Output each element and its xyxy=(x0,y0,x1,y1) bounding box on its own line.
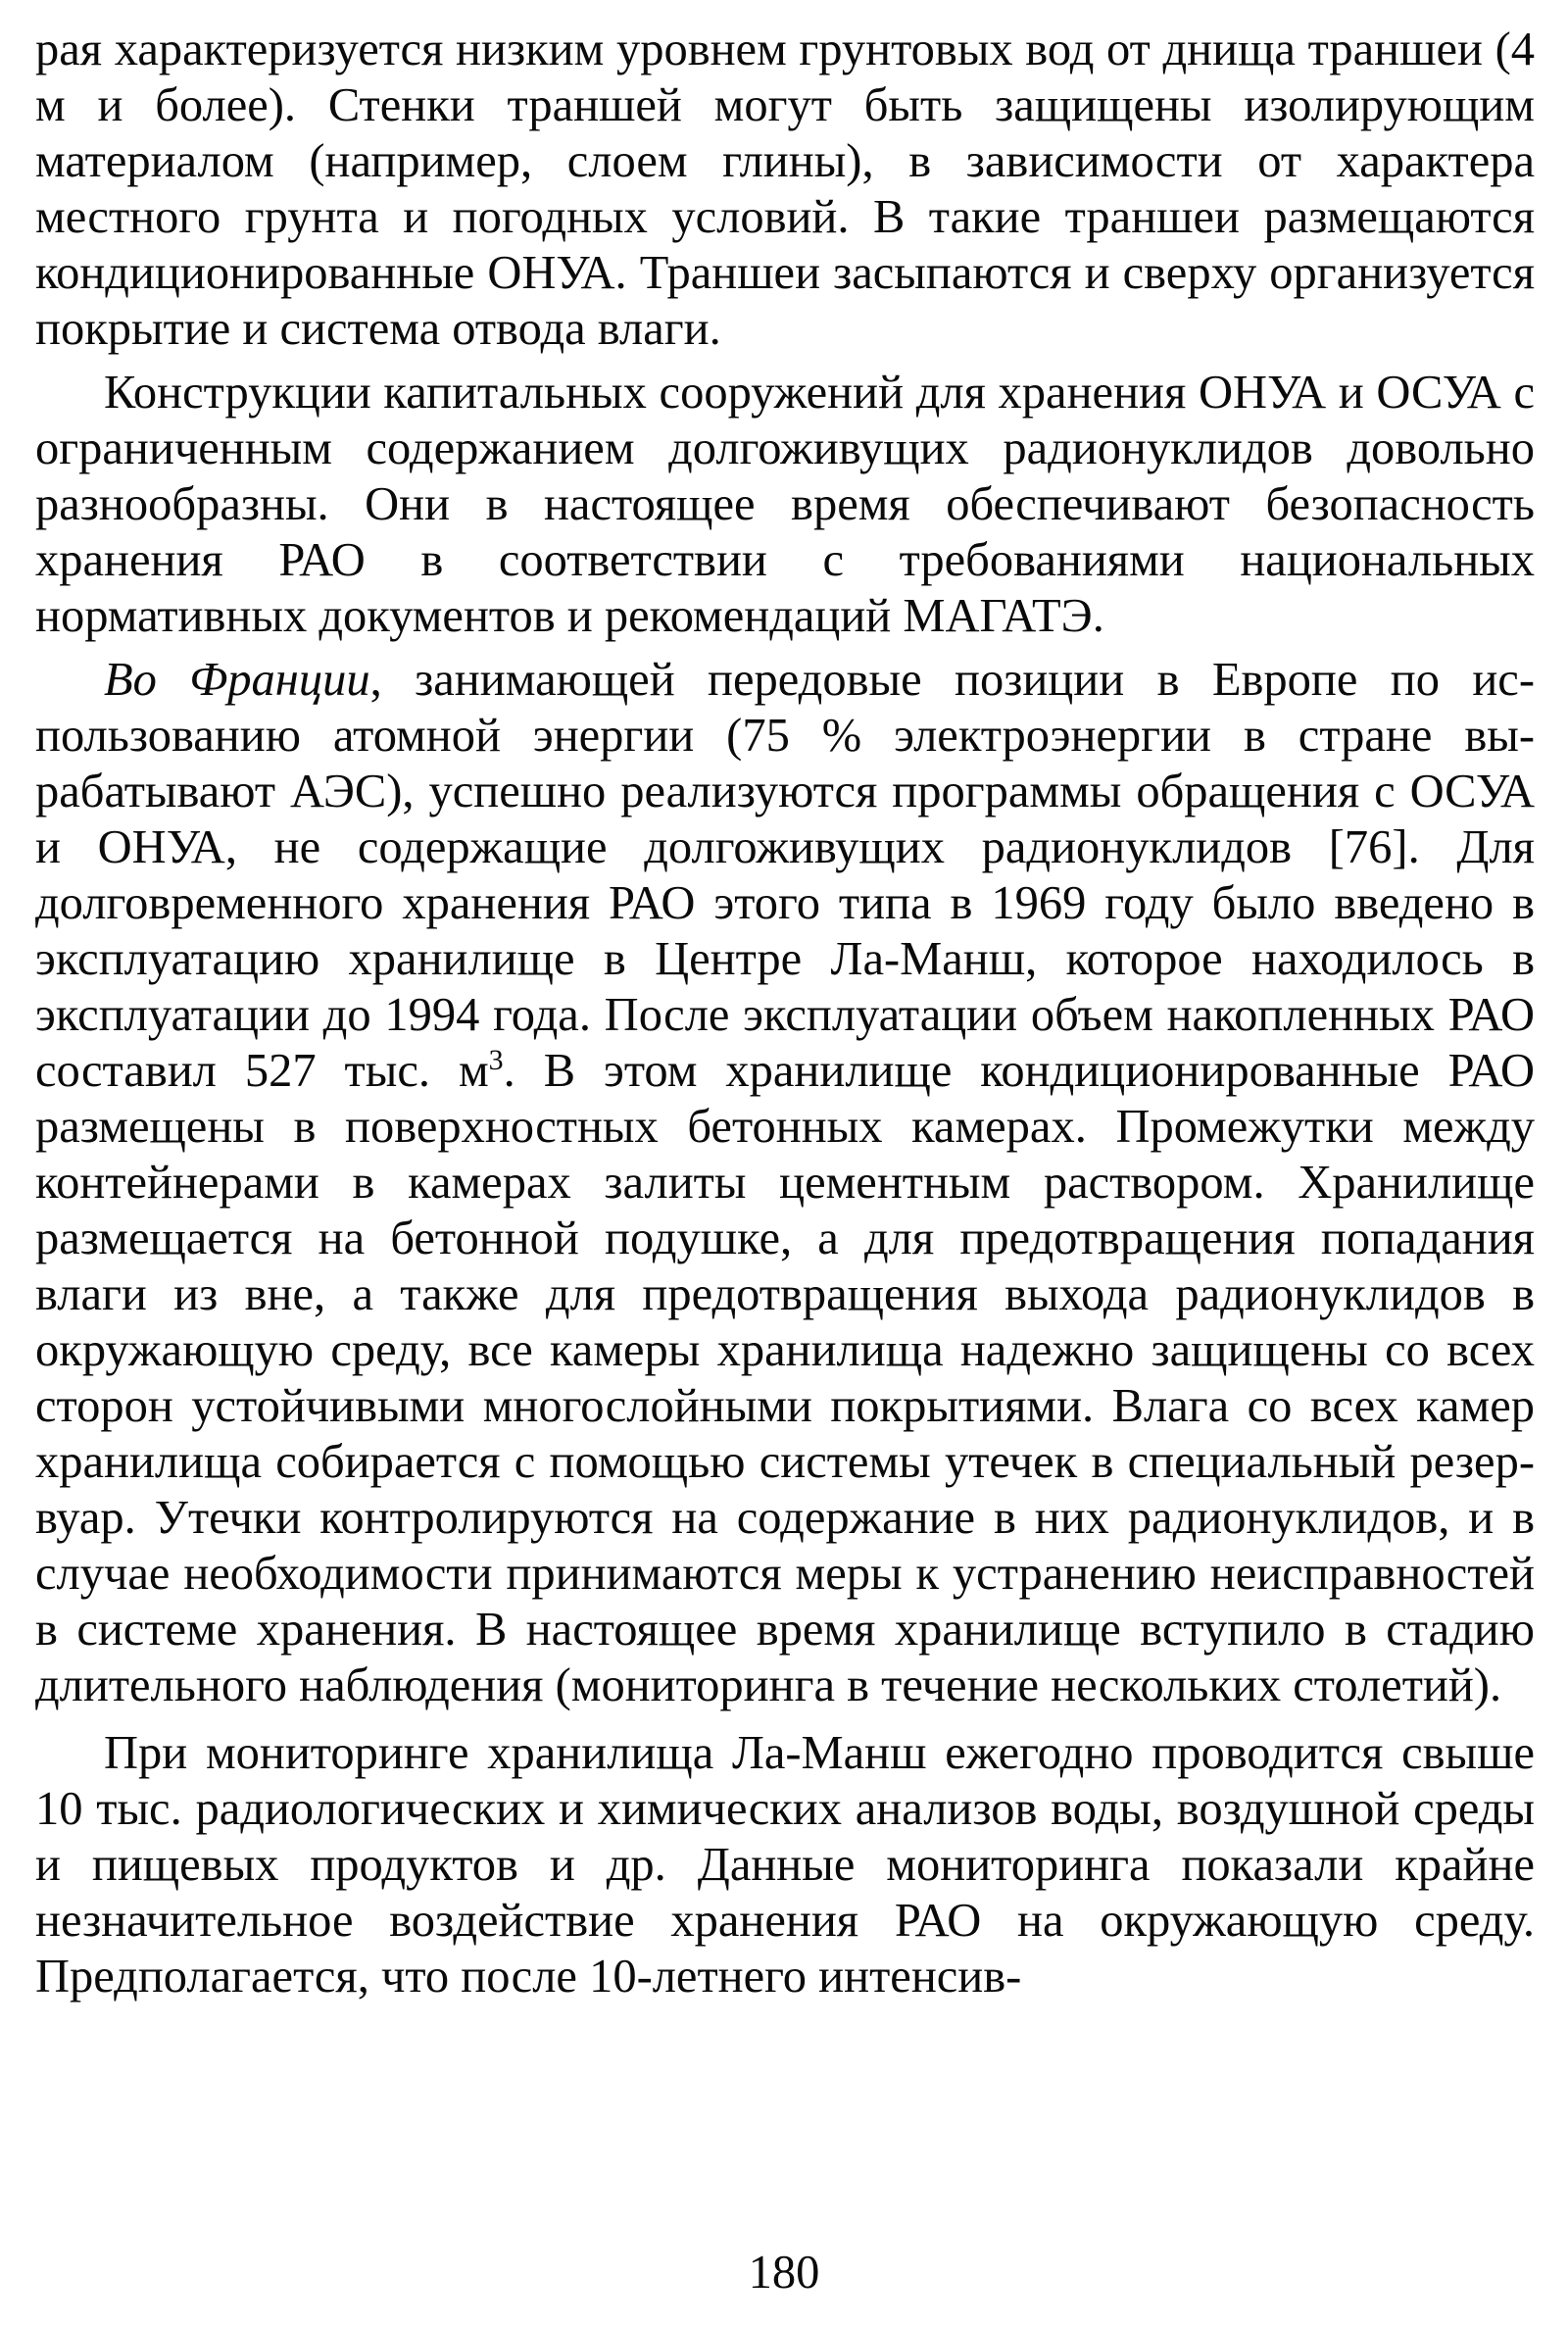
cubic-superscript: 3 xyxy=(488,1044,504,1076)
paragraph-france-text-part1: , занимающей передовые позиции в Европе по использованию атомной энергии (75 % электроэнергии в стране вырабатывают АЭС), успешно реализуются программы обращения с ОСУА и ОНУА, не содержащие долгоживущих радионуклидов [76]. Для долговременного хранения РАО этого типа в 1969 году было введено в эксплуатацию хранилище в Центре Ла-Манш, которое находилось в эксплуатации до 1994 года. После эксплуатации объем накопленных РАО составил 527 тыс. м xyxy=(35,654,1535,1097)
document-page xyxy=(35,22,1535,2004)
italic-country-lead: Во Франции xyxy=(104,654,370,706)
paragraph-trench-storage: рая характеризуется низким уровнем грунтовых вод от днища траншеи (4 м и более). Стенки траншей могут быть защищены изолирующим материалом (например, слоем глины), в зависимости от характера местного грунта и погодных условий. В такие траншеи размещаются кондиционированные ОНУА. Траншеи засыпаются и сверху организуется покрытие и система отвода влаги. xyxy=(35,24,1535,355)
paragraph-monitoring: При мониторинге хранилища Ла-Манш ежегодно проводится свыше 10 тыс. радиологических и химических анализов воды, воздушной среды и пищевых продуктов и др. Данные мониторинга показали крайне незначительное воздействие хранения РАО на окружающую среду. Предполагается, что после 10-летнего интенсив- xyxy=(35,1727,1535,2003)
paragraph-france-text-part2: . В этом хранилище кондиционированные РАО размещены в поверхностных бетонных камерах. Промежутки между контейнерами в камерах залиты цементным раствором. Хранилище размещается на бетонной подушке, а для предотвращения попадания влаги из вне, а также для предотвращения выхода радионуклидов в окружающую среду, все камеры хранилища надежно защищены со всех сторон устойчивыми многослойными покрытиями. Влага со всех камер хранилища собирается с помощью системы утечек в специальный резервуар. Утечки контролируются на содержание в них радионуклидов, и в случае необходимости принимаются меры к устранению неисправностей в системе хранения. В настоящее время хранилище вступило в стадию длительного наблюдения (мониторинга в течение нескольких столетий). xyxy=(35,1045,1535,1711)
paragraph-france-la-manche xyxy=(35,652,1535,1713)
page-number: 180 xyxy=(748,2247,820,2299)
paragraph-capital-structures: Конструкции капитальных сооружений для хранения ОНУА и ОСУА с ограниченным содержанием долгоживущих радионуклидов довольно разнообразны. Они в настоящее время обеспечивают безопасность хранения РАО в соответствии с требованиями национальных нормативных документов и рекомендаций МАГАТЭ. xyxy=(35,367,1535,642)
